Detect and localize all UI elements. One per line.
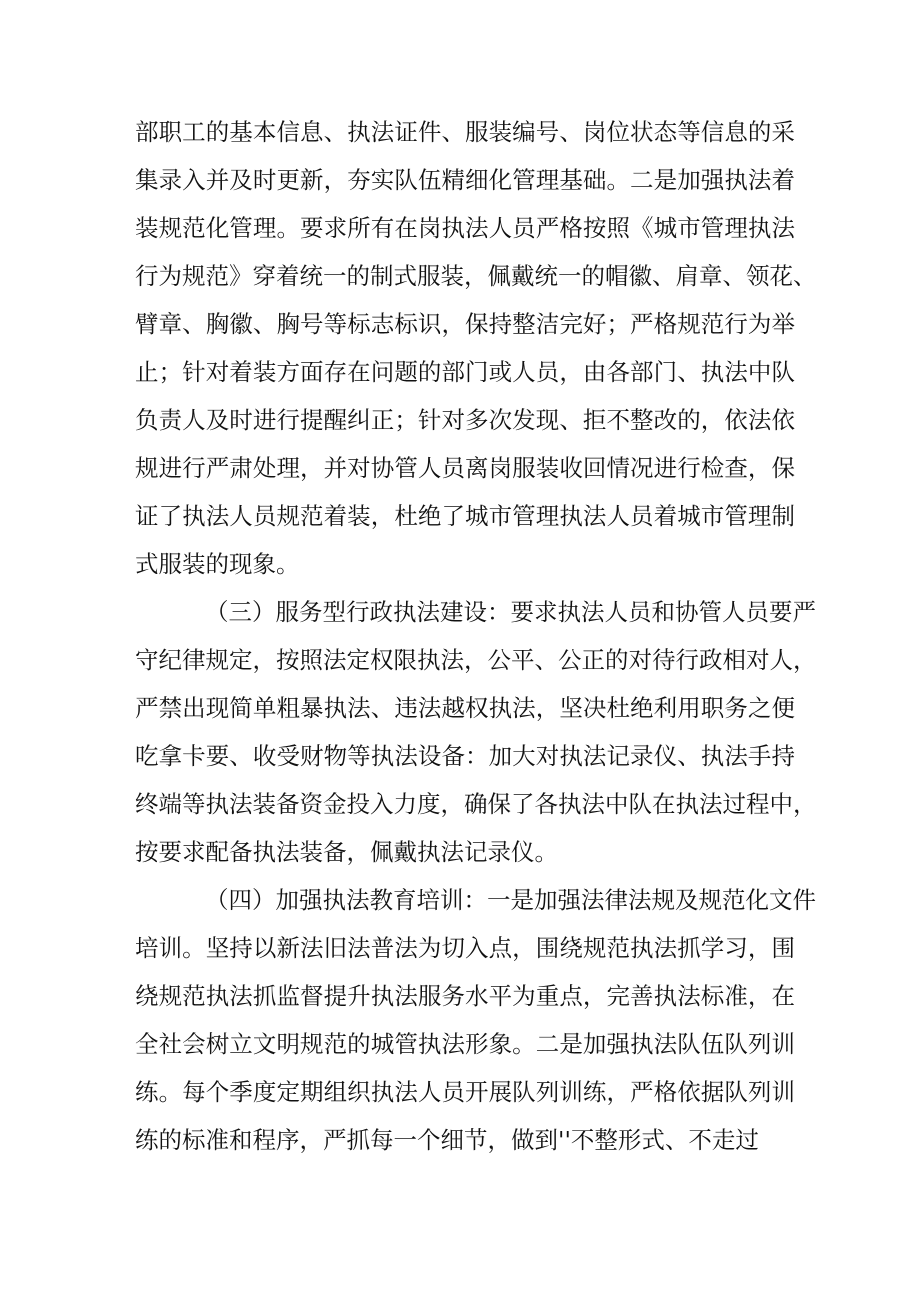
paragraph-3-line-2: 培训。坚持以新法旧法普法为切入点，围绕规范执法抓学习，围 bbox=[135, 934, 795, 962]
paragraph-3-line-6: 练的标准和程序，严抓每一个细节，做到''不整形式、不走过 bbox=[135, 1126, 759, 1154]
paragraph-1-line-5: 臂章、胸徽、胸号等标志标识，保持整洁完好；严格规范行为举 bbox=[135, 310, 795, 338]
paragraph-2-line-4: 吃拿卡要、收受财物等执法设备：加大对执法记录仪、执法手持 bbox=[135, 742, 795, 770]
paragraph-1-line-9: 证了执法人员规范着装，杜绝了城市管理执法人员着城市管理制 bbox=[135, 502, 795, 530]
paragraph-2-line-5: 终端等执法装备资金投入力度，确保了各执法中队在执法过程中， bbox=[135, 790, 817, 818]
paragraph-2-line-2: 守纪律规定，按照法定权限执法，公平、公正的对待行政相对人， bbox=[135, 646, 817, 674]
paragraph-1-line-7: 负责人及时进行提醒纠正；针对多次发现、拒不整改的，依法依 bbox=[135, 406, 795, 434]
paragraph-3-line-1: （四）加强执法教育培训：一是加强法律法规及规范化文件 bbox=[205, 886, 816, 914]
paragraph-3-line-3: 绕规范执法抓监督提升执法服务水平为重点，完善执法标准，在 bbox=[135, 982, 795, 1010]
paragraph-1-line-2: 集录入并及时更新，夯实队伍精细化管理基础。二是加强执法着 bbox=[135, 166, 795, 194]
paragraph-1-line-10: 式服装的现象。 bbox=[135, 550, 300, 578]
document-body bbox=[135, 108, 817, 1164]
paragraph-1-line-4: 行为规范》穿着统一的制式服装，佩戴统一的帽徽、肩章、领花、 bbox=[135, 262, 817, 290]
paragraph-2-line-3: 严禁出现简单粗暴执法、违法越权执法，坚决杜绝利用职务之便 bbox=[135, 694, 795, 722]
paragraph-1-line-6: 止；针对着装方面存在问题的部门或人员，由各部门、执法中队 bbox=[135, 358, 795, 386]
paragraph-1-line-3: 装规范化管理。要求所有在岗执法人员严格按照《城市管理执法 bbox=[135, 214, 795, 242]
paragraph-3-line-4: 全社会树立文明规范的城管执法形象。二是加强执法队伍队列训 bbox=[135, 1030, 795, 1058]
paragraph-1-line-1: 部职工的基本信息、执法证件、服装编号、岗位状态等信息的采 bbox=[135, 118, 795, 146]
paragraph-2-line-1: （三）服务型行政执法建设：要求执法人员和协管人员要严 bbox=[205, 598, 816, 626]
paragraph-3-line-5: 练。每个季度定期组织执法人员开展队列训练，严格依据队列训 bbox=[135, 1078, 795, 1106]
paragraph-1-line-8: 规进行严肃处理，并对协管人员离岗服装收回情况进行检查，保 bbox=[135, 454, 795, 482]
paragraph-2-line-6: 按要求配备执法装备，佩戴执法记录仪。 bbox=[135, 838, 558, 866]
